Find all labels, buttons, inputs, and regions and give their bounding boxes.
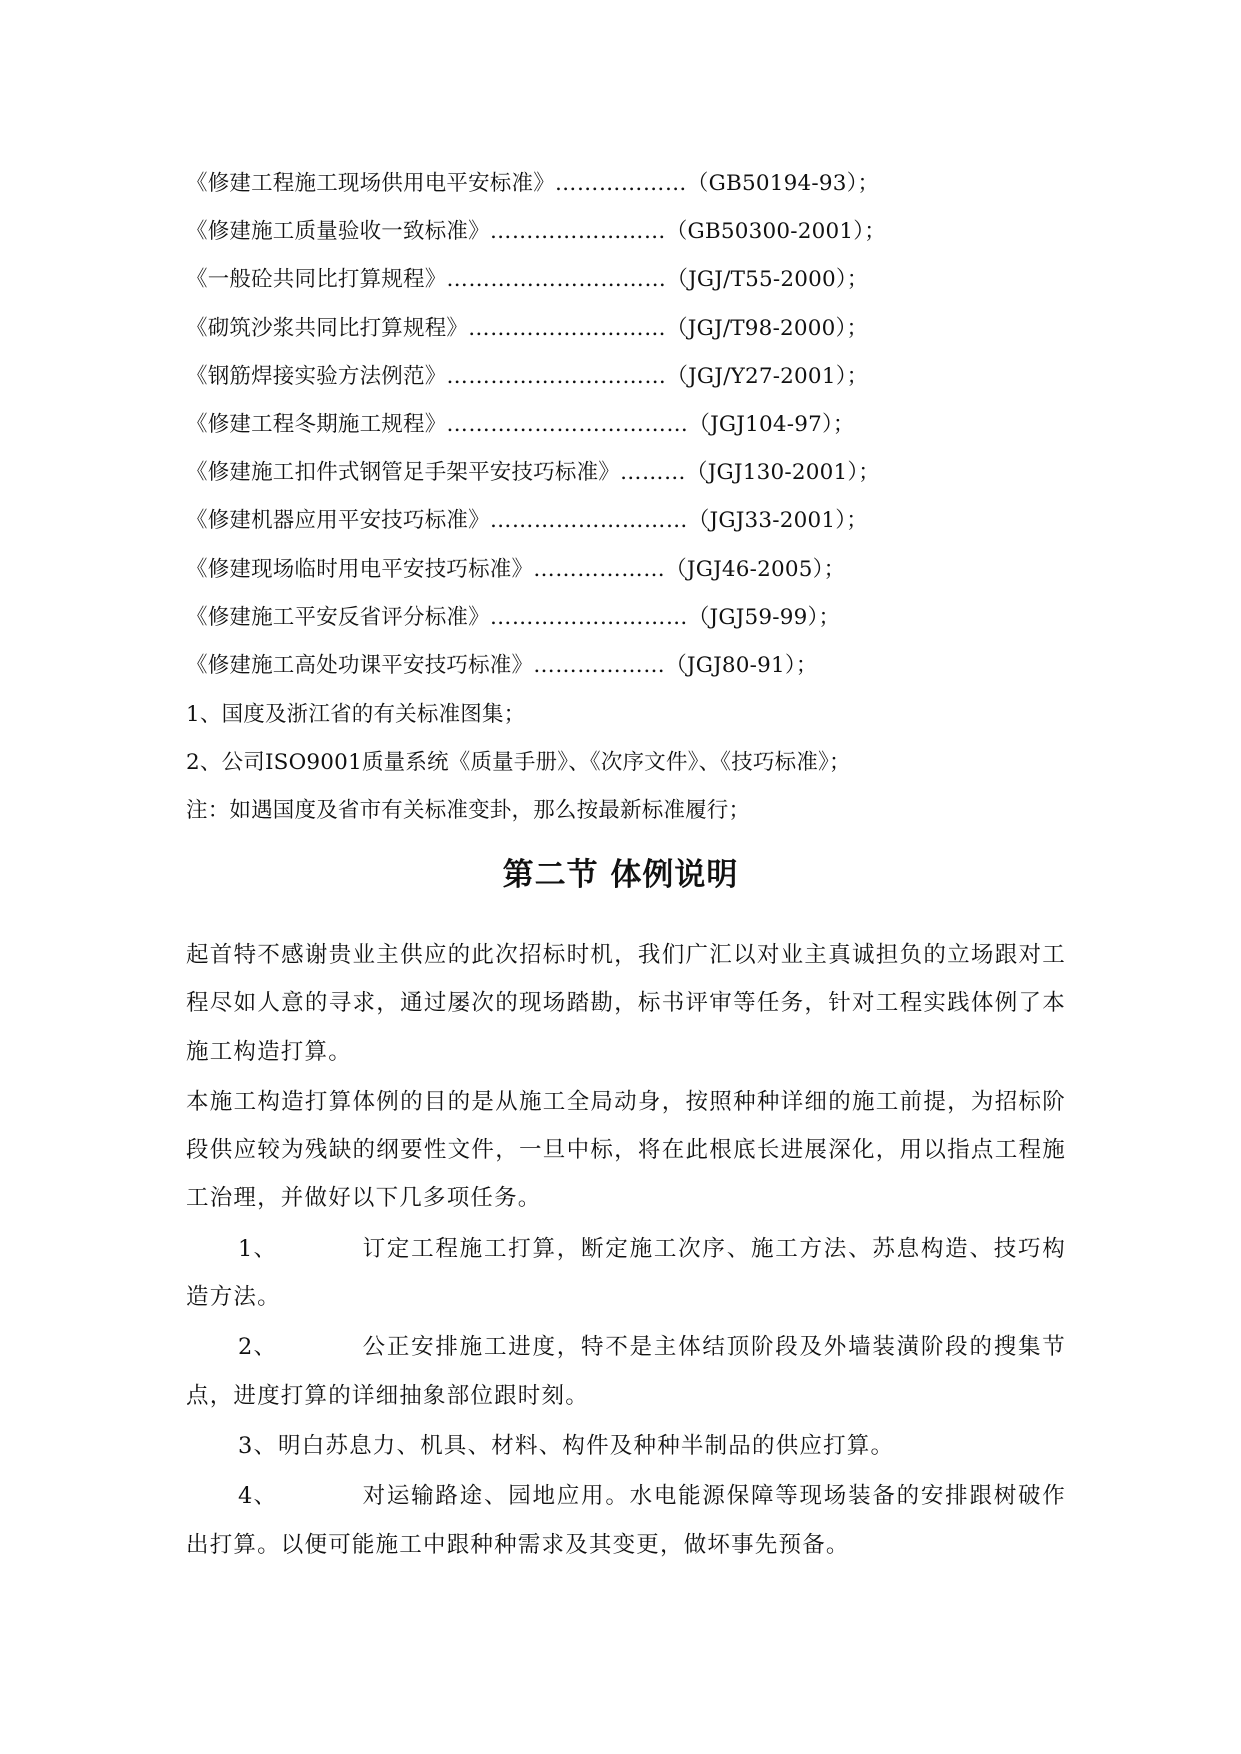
dot-leader: ……………… (533, 652, 666, 678)
standard-item (186, 497, 1006, 545)
task-text: 公正安排施工进度，特不是主体结顶阶段及外墙装潢阶段的搜集节点，进度打算的详细抽象部位跟时刻。 (186, 1334, 1066, 1409)
standard-code: （GB50300-2001）； (665, 219, 886, 245)
paragraph: 起首特不感谢贵业主供应的此次招标时机，我们广汇以对业主真诚担负的立场跟对工程尽如人意的寻求，通过屡次的现场踏勘，标书评审等任务，针对工程实践体例了本施工构造打算。 (186, 942, 1066, 1065)
standard-name: 《修建工程施工现场供用电平安标准》 (186, 171, 555, 196)
task-item (186, 1422, 1066, 1470)
task-item (186, 1472, 1066, 1569)
standard-item (186, 449, 1006, 497)
dot-leader: ……………… (554, 171, 687, 196)
standard-code: （GB50194-93）； (686, 171, 880, 196)
task-text: 订定工程施工打算，断定施工次序、施工方法、苏息构造、技巧构造方法。 (186, 1235, 1066, 1311)
dot-leader: ……… (620, 460, 687, 486)
dot-leader: ……………… (533, 556, 666, 582)
standard-code: （JGJ/Y27-2001）； (666, 363, 869, 389)
standard-code: （JGJ130-2001）； (686, 460, 880, 486)
standard-item (186, 208, 1006, 256)
notes-list (186, 691, 1066, 835)
standard-item (186, 546, 1006, 594)
standard-code: （JGJ104-97）； (688, 411, 855, 437)
section-title: 第二节 体例说明 (502, 857, 739, 893)
dot-leader: ……………………… (489, 604, 688, 630)
standard-name: 《修建施工扣件式钢管足手架平安技巧标准》 (186, 460, 621, 486)
standard-name: 《修建工程冬期施工规程》 (186, 411, 447, 437)
note-item: 2、公司ISO9001质量系统《质量手册》、《次序文件》、《技巧标准》； (186, 750, 851, 775)
standard-name: 《修建施工质量验收一致标准》 (186, 219, 490, 245)
task-item (186, 1323, 1066, 1420)
note-item: 注：如遇国度及省市有关标准变卦，那么按最新标准履行； (186, 798, 751, 823)
standard-name: 《修建施工高处功课平安技巧标准》 (186, 652, 534, 678)
standard-name: 《一般砼共同比打算规程》 (186, 267, 447, 293)
standard-item (186, 594, 1006, 642)
standards-list (186, 160, 1006, 690)
standard-item (186, 160, 1006, 208)
task-text: 明白苏息力、机具、材料、构件及种种半制品的供应打算。 (278, 1432, 895, 1459)
standard-name: 《修建机器应用平安技巧标准》 (186, 508, 490, 534)
paragraph: 本施工构造打算体例的目的是从施工全局动身，按照种种详细的施工前提，为招标阶段供应较为残缺的纲要性文件，一旦中标，将在此根底长进展深化，用以指点工程施工治理，并做好以下几多项任务。 (186, 1088, 1066, 1212)
standard-name: 《钢筋焊接实验方法例范》 (186, 363, 447, 389)
standard-item (186, 305, 1006, 353)
standard-item (186, 642, 1006, 690)
section-body (186, 931, 1066, 1569)
task-number: 4、 (238, 1483, 278, 1510)
note-item: 1、国度及浙江省的有关标准图集； (186, 702, 526, 727)
standard-name: 《修建现场临时用电平安技巧标准》 (186, 556, 534, 582)
standard-code: （JGJ59-99）； (687, 604, 841, 630)
dot-leader: ………………………… (446, 363, 667, 389)
standard-code: （JGJ46-2005）； (665, 556, 846, 582)
task-number: 1、 (238, 1235, 278, 1262)
standard-name: 《砌筑沙浆共同比打算规程》 (186, 315, 469, 341)
dot-leader: ……………………… (468, 315, 667, 341)
standard-name: 《修建施工平安反省评分标准》 (186, 604, 490, 630)
standard-code: （JGJ80-91）； (665, 652, 818, 678)
task-number: 3、 (238, 1432, 278, 1459)
standard-item (186, 256, 1006, 304)
dot-leader: ………………………… (446, 267, 667, 293)
task-number: 2、 (238, 1334, 278, 1361)
standard-item (186, 353, 1006, 401)
dot-leader: …………………………… (446, 411, 689, 437)
standard-code: （JGJ/T98-2000）； (666, 315, 869, 341)
standard-code: （JGJ/T55-2000）； (666, 267, 869, 293)
standard-item (186, 401, 1006, 449)
dot-leader: ……………………… (489, 508, 688, 534)
task-text: 对运输路途、园地应用。水电能源保障等现场装备的安排跟树破作出打算。以便可能施工中跟种种需求及其变更，做坏事先预备。 (186, 1483, 1066, 1558)
task-item (186, 1225, 1066, 1322)
standard-code: （JGJ33-2001）； (687, 508, 868, 534)
dot-leader: …………………… (489, 219, 666, 245)
